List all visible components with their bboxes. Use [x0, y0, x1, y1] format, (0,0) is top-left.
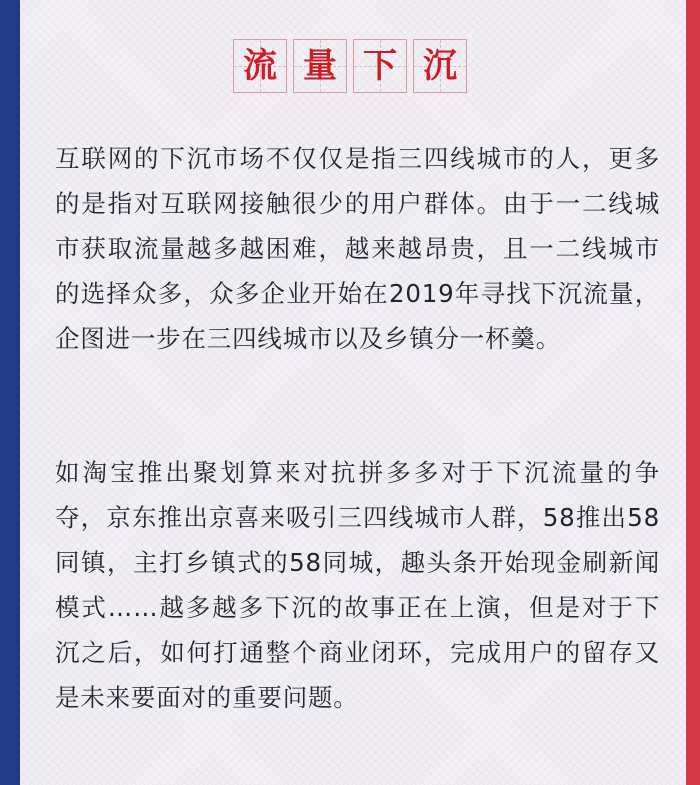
body-paragraph-1: 互联网的下沉市场不仅仅是指三四线城市的人，更多的是指对互联网接触很少的用户群体。由于一二线城市获取流量越多越困难，越来越昂贵，且一二线城市的选择众多，众多企业开始在2019年寻找下沉流量，企图进一步在三四线城市以及乡镇分一杯羹。	[55, 144, 660, 353]
title-char-box	[233, 39, 287, 93]
title-char-box	[413, 39, 467, 93]
section-title	[0, 39, 700, 93]
left-blue-stripe	[0, 0, 20, 785]
title-char: 沉	[423, 46, 457, 86]
right-red-stripe	[686, 0, 700, 785]
title-char: 量	[303, 46, 337, 86]
body-paragraph-2: 如淘宝推出聚划算来对抗拼多多对于下沉流量的争夺，京东推出京喜来吸引三四线城市人群，58推出58同镇，主打乡镇式的58同城，趣头条开始现金刷新闻模式……越多越多下沉的故事正在上演，但是对于下沉之后，如何打通整个商业闭环，完成用户的留存又是未来要面对的重要问题。	[55, 458, 660, 712]
title-char: 流	[243, 46, 277, 86]
title-char-box	[293, 39, 347, 93]
title-char: 下	[363, 46, 397, 86]
title-char-box	[353, 39, 407, 93]
